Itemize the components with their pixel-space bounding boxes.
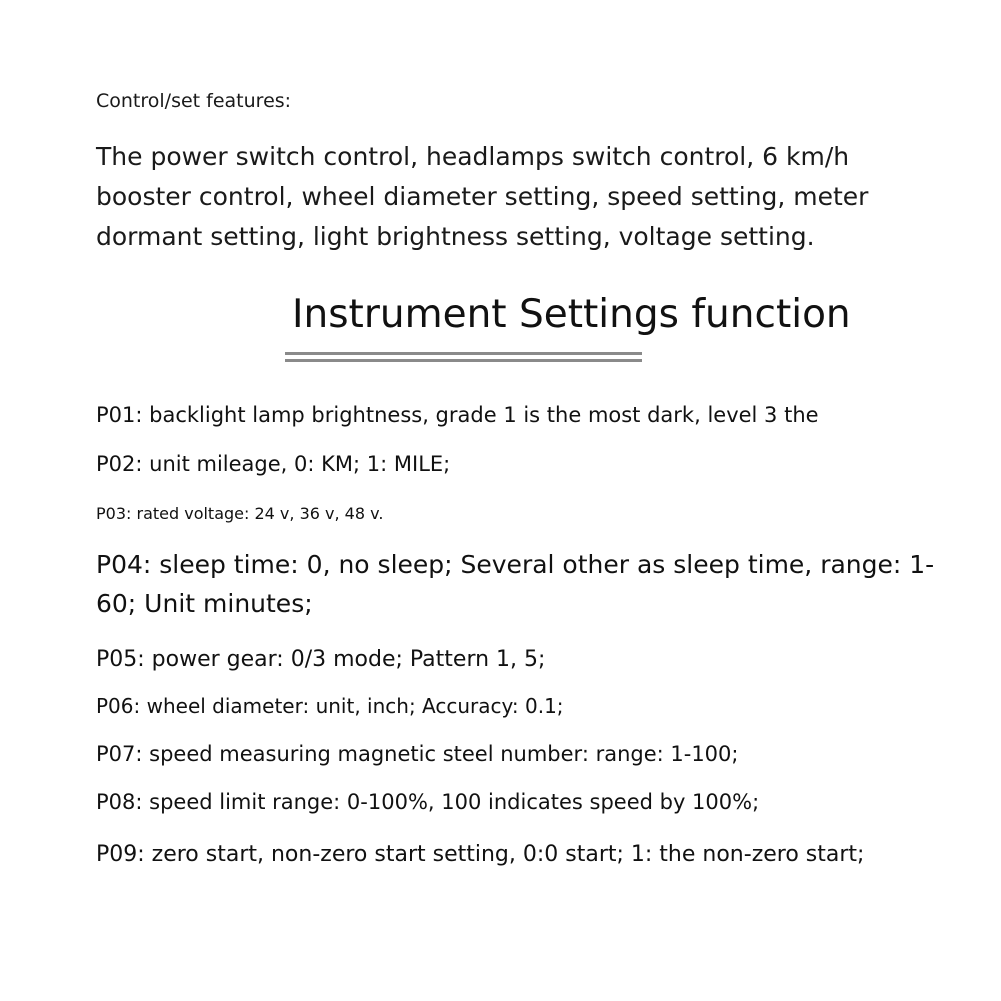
intro-text: The power switch control, headlamps switch control, 6 km/h booster control, wheel diameter setting, speed setting, meter dormant setting, light brightness setting, voltage setting. — [96, 142, 869, 251]
param-p06: P06: wheel diameter: unit, inch; Accuracy: 0.1; — [96, 694, 564, 718]
param-p08: P08: speed limit range: 0-100%, 100 indicates speed by 100%; — [96, 790, 760, 814]
param-p07: P07: speed measuring magnetic steel number: range: 1-100; — [96, 742, 739, 766]
title-underline-bottom — [285, 359, 642, 362]
param-p09: P09: zero start, non-zero start setting, 0:0 start; 1: the non-zero start; — [96, 842, 865, 867]
section-title: Instrument Settings function — [292, 292, 851, 337]
param-p01: P01: backlight lamp brightness, grade 1 is the most dark, level 3 the — [96, 403, 819, 427]
param-p05: P05: power gear: 0/3 mode; Pattern 1, 5; — [96, 647, 546, 672]
param-p02: P02: unit mileage, 0: KM; 1: MILE; — [96, 452, 451, 476]
title-underline-top — [285, 352, 642, 355]
intro-label: Control/set features: — [96, 90, 292, 112]
param-p03: P03: rated voltage: 24 v, 36 v, 48 v. — [96, 504, 384, 523]
param-p04: P04: sleep time: 0, no sleep; Several other as sleep time, range: 1-60; Unit minutes; — [96, 550, 935, 618]
